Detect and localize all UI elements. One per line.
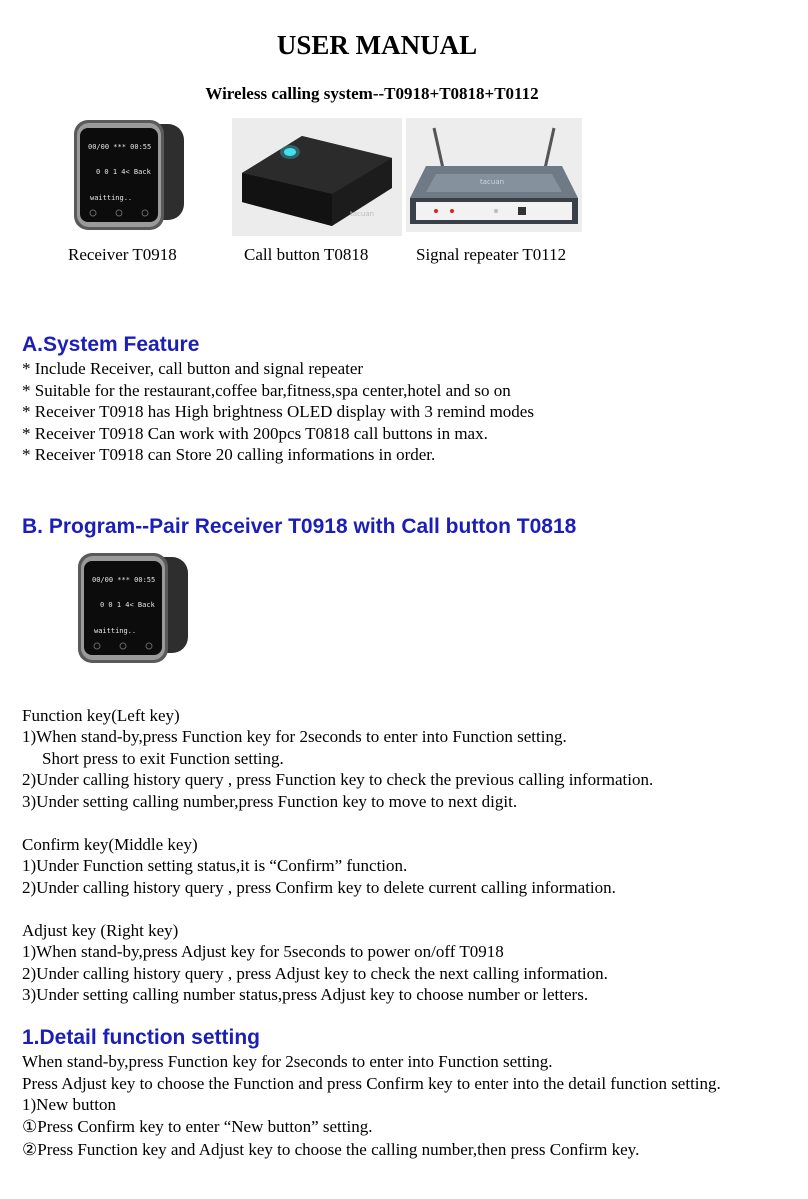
- detail-line: ②Press Function key and Adjust key to choose the calling number,then press Confirm key.: [22, 1140, 640, 1159]
- confirm-key-line: 1)Under Function setting status,it is “Confirm” function.: [22, 856, 408, 875]
- call-button-brand: tacuan: [350, 210, 375, 218]
- watch-screen-top: 00/00 *** 00:55: [92, 576, 156, 584]
- function-key-line: 3)Under setting calling number,press Function key to move to next digit.: [22, 792, 518, 811]
- watch-screen-mid: 0 0 1 4< Back: [96, 168, 151, 176]
- adjust-key-line: 3)Under setting calling number status,press Adjust key to choose number or letters.: [22, 985, 589, 1004]
- function-key-line: 2)Under calling history query , press Function key to check the previous calling information.: [22, 770, 654, 789]
- watch-screen-bottom: waitting..: [90, 194, 133, 202]
- feature-item: * Include Receiver, call button and signal repeater: [22, 359, 364, 378]
- receiver-caption: Receiver T0918: [68, 245, 177, 264]
- detail-line: When stand-by,press Function key for 2seconds to enter into Function setting.: [22, 1052, 553, 1071]
- confirm-key-line: 2)Under calling history query , press Confirm key to delete current calling information.: [22, 878, 616, 897]
- feature-item: * Receiver T0918 Can work with 200pcs T0818 call buttons in max.: [22, 424, 488, 443]
- signal-repeater-caption: Signal repeater T0112: [416, 245, 567, 264]
- detail-line: 1)New button: [22, 1095, 116, 1114]
- call-button-image: [232, 118, 402, 236]
- section-1-heading: 1.Detail function setting: [22, 1026, 261, 1049]
- section-b-heading: B. Program--Pair Receiver T0918 with Call button T0818: [22, 515, 577, 538]
- watch-screen-mid: 0 0 1 4< Back: [100, 601, 155, 609]
- signal-repeater-image: [406, 118, 582, 232]
- adjust-key-line: 1)When stand-by,press Adjust key for 5seconds to power on/off T0918: [22, 942, 504, 961]
- manual-title: USER MANUAL: [276, 30, 478, 60]
- adjust-key-title: Adjust key (Right key): [22, 921, 179, 940]
- detail-line: ①Press Confirm key to enter “New button” setting.: [22, 1117, 373, 1136]
- repeater-brand: tacuan: [480, 178, 505, 186]
- function-key-line: Short press to exit Function setting.: [42, 749, 284, 768]
- detail-line: Press Adjust key to choose the Function and press Confirm key to enter into the detail function setting.: [22, 1074, 721, 1093]
- feature-item: * Receiver T0918 has High brightness OLED display with 3 remind modes: [22, 402, 534, 421]
- confirm-key-title: Confirm key(Middle key): [22, 835, 198, 854]
- receiver-watch-image: [70, 551, 188, 665]
- feature-item: * Suitable for the restaurant,coffee bar,fitness,spa center,hotel and so on: [22, 381, 511, 400]
- watch-screen-bottom: waitting..: [94, 627, 137, 635]
- section-a-heading: A.System Feature: [22, 333, 200, 356]
- manual-subtitle: Wireless calling system--T0918+T0818+T0112: [205, 84, 539, 103]
- feature-item: * Receiver T0918 can Store 20 calling informations in order.: [22, 445, 436, 464]
- receiver-watch-image: [66, 118, 184, 232]
- function-key-title: Function key(Left key): [22, 706, 180, 725]
- watch-screen-top: 00/00 *** 00:55: [88, 143, 152, 151]
- function-key-line: 1)When stand-by,press Function key for 2seconds to enter into Function setting.: [22, 727, 567, 746]
- call-button-caption: Call button T0818: [244, 245, 369, 264]
- adjust-key-line: 2)Under calling history query , press Adjust key to check the next calling information.: [22, 964, 608, 983]
